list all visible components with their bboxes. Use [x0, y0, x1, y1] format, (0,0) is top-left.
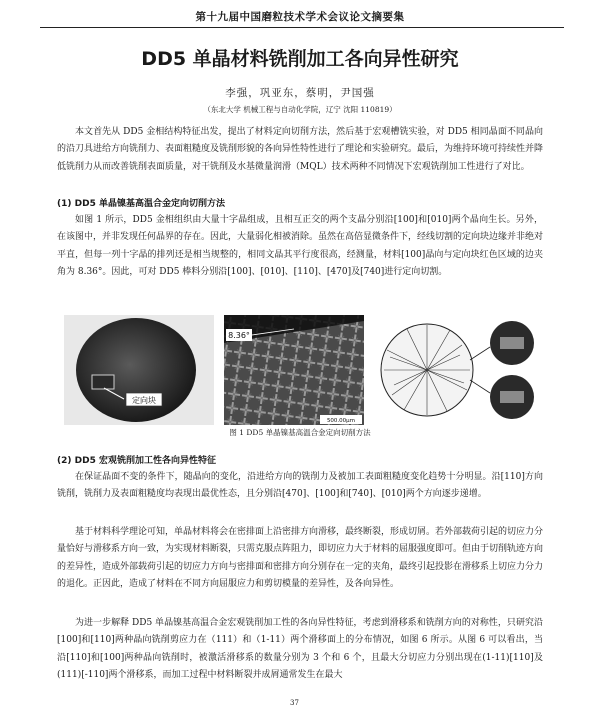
running-header: 第十九届中国磨粒技术学术会议论文摘要集 — [195, 11, 405, 23]
page-number: 37 — [290, 699, 299, 707]
paper-title: DD5 单晶材料铣削加工各向异性研究 — [141, 48, 459, 70]
sample-slot-bottom — [500, 391, 524, 403]
abstract-paragraph: 本文首先从 DD5 金相结构特征出发，提出了材料定向切削方法，然后基于宏观槽铣实验，对 DD5 相同晶面不同晶向的沿刀具进给方向铣削力、表面粗糙度及铣削形貌的各向异性特性进行了理论和实验研究。最后，为维持环境可持续性并降低铣削力从而改善铣削表面质量，对干铣削及水基微量润滑（MQL）技术两种不同情况下宏观铣削加工性进行了对比。 — [57, 127, 544, 172]
figure-1-caption: 图 1 DD5 单晶镍基高温合金定向切削方法 — [229, 428, 371, 437]
figure-1-cutting-directions-diagram — [372, 315, 542, 425]
figure-1-oriented-block-photo — [64, 315, 214, 425]
header-rule — [40, 27, 564, 28]
affiliation: （东北大学 机械工程与自动化学院，辽宁 沈阳 110819） — [203, 105, 397, 114]
section-2-paragraph-3: 为进一步解释 DD5 单晶镍基高温合金宏观铣削加工性的各向异性特征，考虑到滑移系和铣削方向的对称性，只研究沿[100]和[110]两种晶向铣削剪应力在（111）和（1-11）两个滑移面上的分布情况，如图 6 所示。从图 6 可以看出，当沿[110]和[100]两种晶向铣削时，被激活滑移系的数量分别为 3 个和 6 个，且最大分切应力分别出现在(1-11)[110]及(111)[-110]两个滑移系，而加工过程中材料断裂并成屑通常发生在最大 — [57, 618, 543, 681]
figure-1-dendrite-micrograph — [224, 315, 364, 425]
section-1-paragraph: 如图 1 所示，DD5 金相组织由大量十字晶组成，且相互正交的两个支晶分别沿[100]和[010]两个晶向生长。另外，在该图中，并非发现任何晶界的存在。因此，大量弱化相被消除。虽然在高倍显微条件下，经线切割的定向块边缘并非绝对平直，但每一列十字晶的排列还是相当规整的，相同文晶其平行度很高，经测量，材料[100]晶向与定向块红色区域的边夹角为 8.36°。因此，可对 DD5 棒料分别沿[100]、[010]、[110]、[470]及[740]进行定向切割。 — [57, 215, 544, 278]
ingot-cross-section — [76, 318, 196, 422]
section-2-paragraph-1: 在保证晶面不变的条件下，随晶向的变化，沿进给方向的铣削力及被加工表面粗糙度变化趋势十分明显。沿[110]方向铣削，铣削力及表面粗糙度均表现出最优性态，且分别沿[470]、[100]和[740]、[010]两个方向逐步递增。 — [57, 472, 543, 500]
sample-slot-top — [500, 337, 524, 349]
scale-bar-label: 500.00μm — [326, 418, 356, 424]
section-2-paragraph-2: 基于材料科学理论可知，单晶材料将会在密排面上沿密排方向滑移，最终断裂，形成切屑。若外部载荷引起的切应力分量恰好与滑移系方向一致，为实现材料断裂，只需克服点阵阻力，即切应力大于材料的屈服强度即可。但由于切削轨迹方向的差异性，造成外部载荷引起的切应力方向与密排面和密排方向分别存在一定的夹角，最终引起投影在滑移系上切应力分力的退化。正因此，造成了材料在不同方向屈服应力和剪切模量的差异性，及各向异性。 — [57, 527, 544, 590]
angle-label: 8.36° — [228, 331, 250, 340]
oriented-block-marker — [92, 375, 114, 389]
section-1-heading: (1) DD5 单晶镍基高温合金定向切削方法 — [57, 199, 225, 209]
oriented-block-label: 定向块 — [132, 396, 156, 405]
author-list: 李强，巩亚东，蔡明，尹国强 — [225, 87, 375, 99]
section-2-heading: (2) DD5 宏观铣削加工性各向异性特征 — [57, 456, 216, 466]
